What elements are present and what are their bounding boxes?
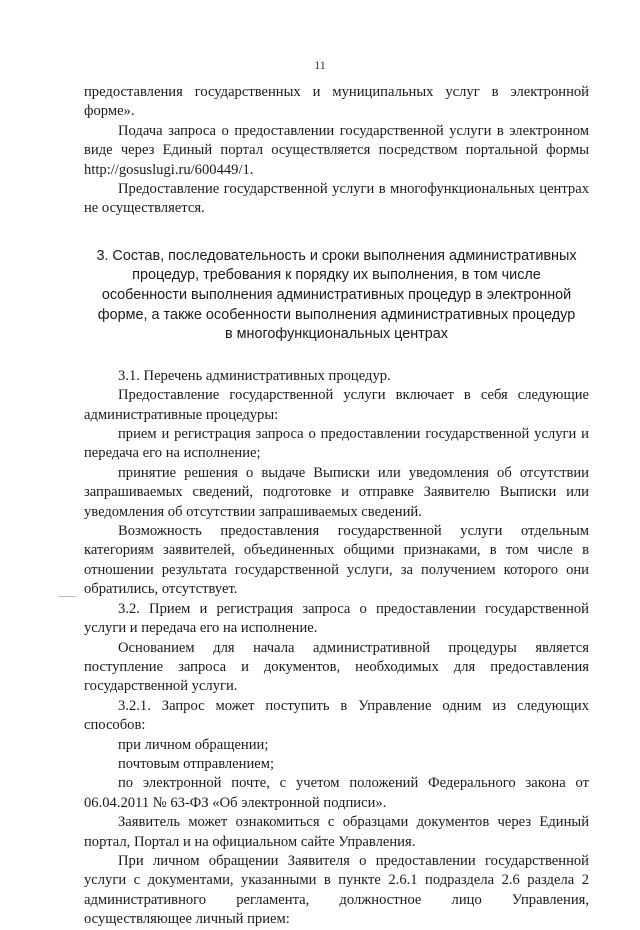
paragraph: Подача запроса о предоставлении государственной услуги в электронном виде через Единый портал осуществляется посредством портальной формы http://gosuslugi.ru/600449/1. (84, 122, 589, 178)
paragraph: Предоставление государственной услуги в многофункциональных центрах не осуществляется. (84, 181, 589, 217)
paragraph: 3.2. Прием и регистрация запроса о предоставлении государственной услуги и передача его на исполнение. (84, 600, 589, 637)
section-heading-text: 3. Состав, последовательность и сроки выполнения административных процедур, требования к порядку их выполнения, в том числе особенности выполнения административных процедур в электронной форме, а также особенности выполнения административных процедур в многофункциональных центрах (96, 247, 577, 343)
paragraph: Возможность предоставления государственной услуги отдельным категориям заявителей, объединенных общими признаками, в том числе в отношении результата государственной услуги, за получением которого они обратились, отсутствует. (84, 523, 589, 598)
section-heading (84, 247, 589, 345)
paragraph: 3.2.1. Запрос может поступить в Управление одним из следующих способов: (84, 697, 589, 734)
paragraph: Предоставление государственной услуги включает в себя следующие административные процедуры: (84, 387, 589, 423)
paragraph: При личном обращении Заявителя о предоставлении государственной услуги с документами, указанными в пункте 2.6.1 подраздела 2.6 раздела 2 административного регламента, должностное лицо Управления, осуществляющее личный прием: (84, 852, 589, 928)
list-item: по электронной почте, с учетом положений Федерального закона от 06.04.2011 № 63-ФЗ «Об электронной подписи». (84, 775, 589, 811)
document-body (84, 83, 589, 930)
list-item: почтовым отправлением; (118, 755, 275, 772)
paragraph: предоставления государственных и муниципальных услуг в электронной форме». (84, 84, 589, 120)
paragraph: Основанием для начала административной процедуры является поступление запроса и документов, необходимых для предоставления государственной услуги. (84, 639, 589, 695)
list-item: при личном обращении; (118, 736, 269, 753)
list-item: прием и регистрация запроса о предоставлении государственной услуги и передача его на исполнение; (84, 426, 589, 462)
paragraph: Заявитель может ознакомиться с образцами документов через Единый портал, Портал и на официальном сайте Управления. (84, 814, 589, 850)
page-number: 11 (314, 58, 326, 72)
scan-artifact (58, 596, 76, 597)
paragraph: 3.1. Перечень административных процедур. (118, 367, 391, 384)
list-item: принятие решения о выдаче Выписки или уведомления об отсутствии запрашиваемых сведений, подготовке и отправке Заявителю Выписки или уведомления об отсутствии запрашиваемых сведений. (84, 464, 589, 520)
